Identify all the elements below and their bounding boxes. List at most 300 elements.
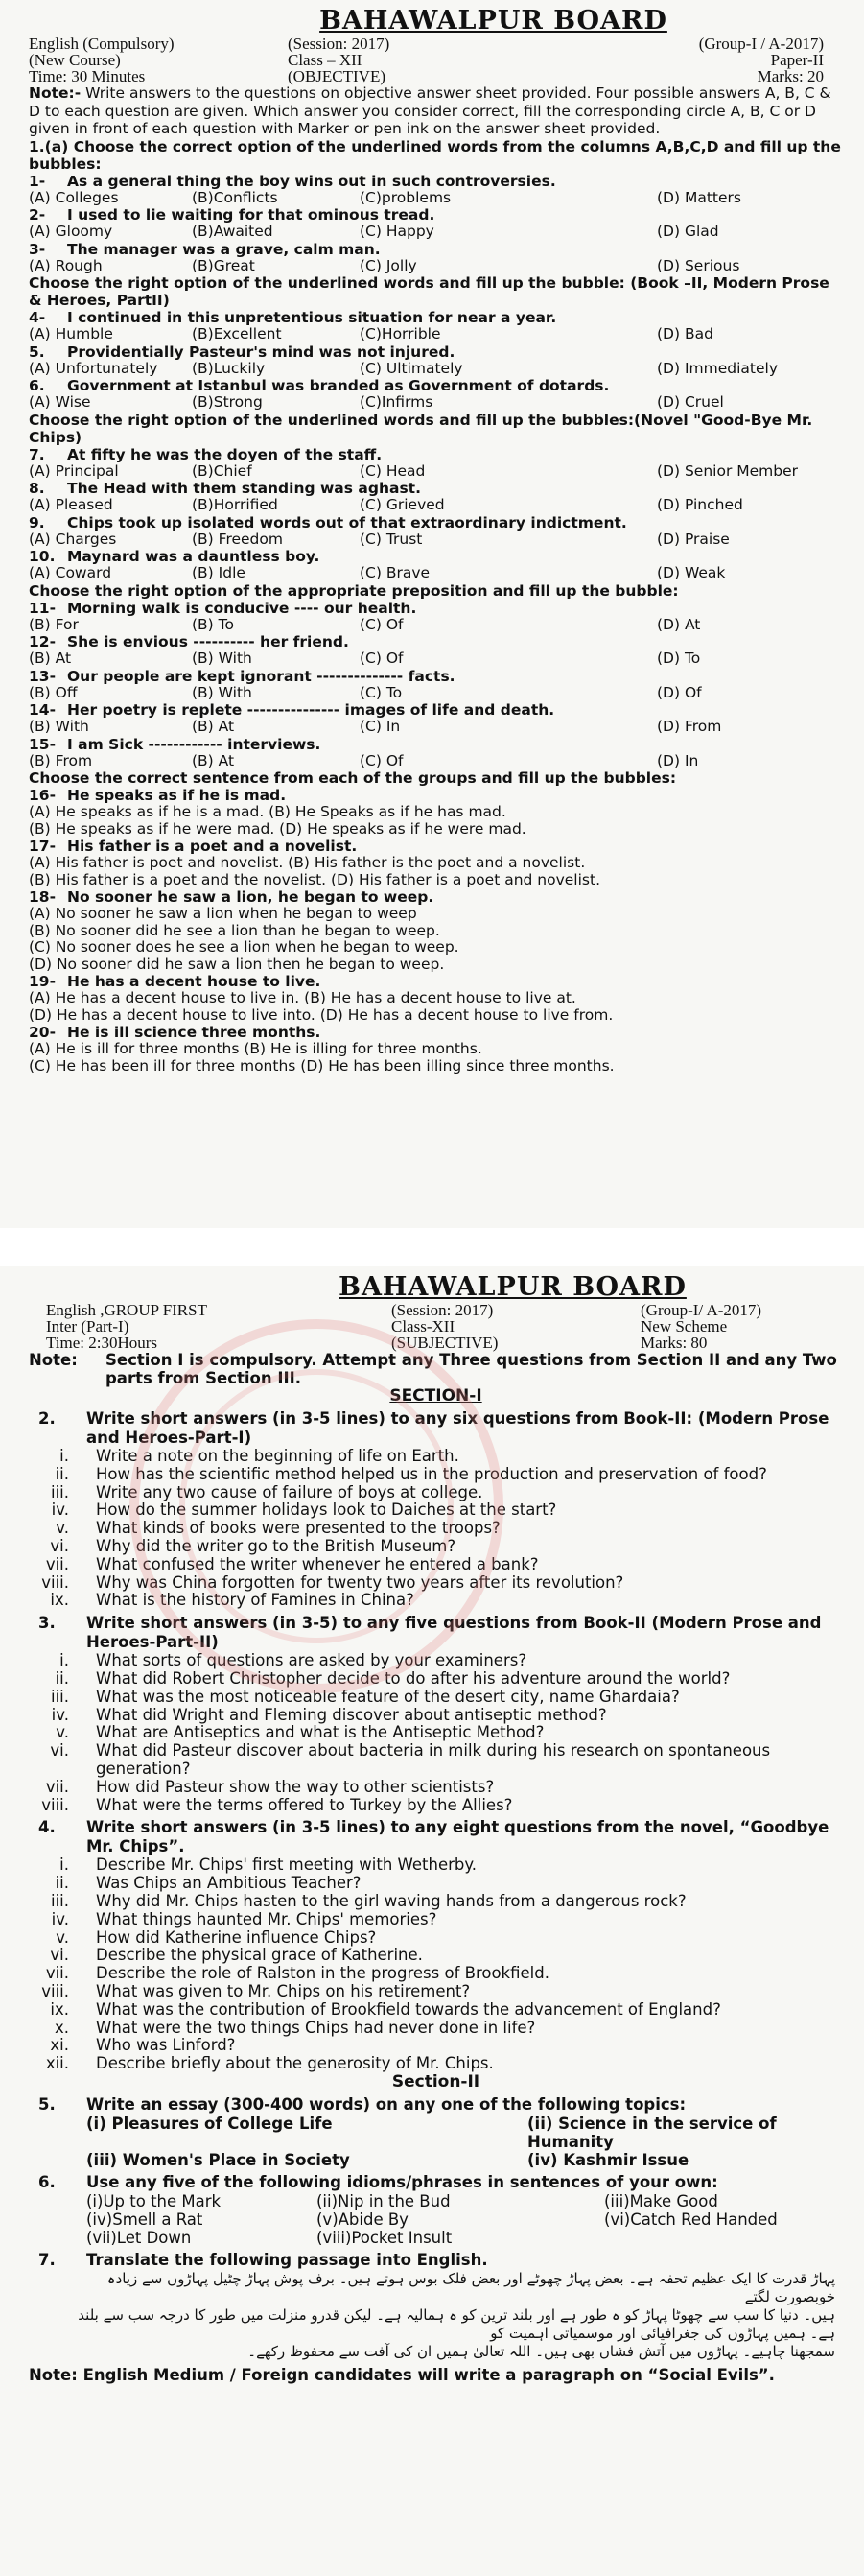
- essay-topic: (ii) Science in the service of Humanity: [527, 2114, 777, 2151]
- item-text: How did Pasteur show the way to other scientists?: [96, 1777, 495, 1796]
- question-text: Morning walk is conducive ---- our health.: [67, 599, 417, 617]
- short-question: [29, 1652, 843, 1670]
- options-row: [29, 497, 843, 514]
- option: (C) Jolly: [360, 256, 417, 274]
- meta-field: (OBJECTIVE): [288, 67, 385, 85]
- idiom: (v)Abide By: [316, 2210, 409, 2229]
- essay-topic: (i) Pleasures of College Life: [86, 2114, 333, 2133]
- question-text: His father is a poet and a novelist.: [67, 838, 358, 855]
- item-text: Was Chips an Ambitious Teacher?: [96, 1874, 362, 1893]
- item-number: x.: [54, 2018, 69, 2037]
- short-question: [29, 1779, 843, 1797]
- question-4: [29, 1818, 843, 2073]
- options-row: [29, 361, 843, 378]
- meta-field: (Session: 2017): [391, 1301, 494, 1319]
- meta-field: (SUBJECTIVE): [391, 1334, 499, 1352]
- option: (D) To: [657, 650, 701, 667]
- option: (D) Senior Member: [657, 461, 799, 480]
- option: (D) Serious: [657, 256, 740, 274]
- short-question: [29, 1893, 843, 1911]
- meta-field: (Group-I/ A-2017): [641, 1301, 762, 1319]
- meta-field: Time: 30 Minutes: [29, 67, 146, 85]
- item-text: How has the scientific method helped us in the production and preservation of food?: [96, 1464, 767, 1483]
- essay-topic: (iii) Women's Place in Society: [86, 2150, 350, 2169]
- short-question: [29, 1742, 843, 1779]
- option: (C) Of: [360, 751, 404, 769]
- item-text: Why did Mr. Chips hasten to the girl waving hands from a dangerous rock?: [96, 1891, 687, 1910]
- options-row: [29, 685, 843, 702]
- options-row: [29, 719, 843, 736]
- item-number: i.: [59, 1855, 69, 1875]
- meta-field: English ,GROUP FIRST: [46, 1301, 207, 1319]
- question-stem: [29, 736, 843, 753]
- options-row: [29, 650, 843, 668]
- idiom: (ii)Nip in the Bud: [316, 2191, 451, 2210]
- question-number: 15-: [29, 735, 57, 753]
- item-number: i.: [59, 1447, 69, 1465]
- option: (B)Great: [192, 256, 255, 274]
- mcq-sections: [29, 138, 843, 770]
- question-text: He speaks as if he is mad.: [67, 787, 287, 804]
- short-question: [29, 1707, 843, 1725]
- options-row: [29, 394, 843, 412]
- short-question: [29, 1929, 843, 1948]
- item-text: What did Wright and Fleming discover about antiseptic method?: [96, 1705, 607, 1724]
- short-question: [29, 1574, 843, 1593]
- question-text: I continued in this unpretentious situation for near a year.: [67, 309, 557, 326]
- item-number: iii.: [51, 1687, 69, 1706]
- meta-field: Class-XII: [391, 1317, 455, 1335]
- item-text: What are Antiseptics and what is the Antiseptic Method?: [96, 1723, 545, 1742]
- options-row: [29, 326, 843, 343]
- option: (B)Awaited: [192, 223, 273, 240]
- question-text: Write short answers (in 3-5 lines) to any eight questions from the novel, “Goodbye Mr. Chips”.: [86, 1818, 829, 1856]
- short-question: [29, 1538, 843, 1556]
- option: (C) Ultimately: [360, 359, 463, 377]
- option: (D) At: [657, 615, 701, 633]
- question-number: 4-: [29, 309, 46, 326]
- item-text: What was given to Mr. Chips on his retirement?: [96, 1981, 471, 2000]
- question-number: 3.: [38, 1614, 56, 1633]
- item-number: v.: [56, 1927, 69, 1947]
- item-number: iv.: [51, 1705, 69, 1724]
- options-row: [29, 753, 843, 770]
- item-number: i.: [59, 1651, 69, 1670]
- option: (A) Coward: [29, 564, 112, 581]
- option-line: (B) His father is a poet and the novelist. (D) His father is a poet and novelist.: [29, 870, 601, 888]
- option: (A) Rough: [29, 256, 103, 274]
- question-number: 8.: [29, 480, 45, 497]
- subjective-paper: [0, 1266, 864, 2576]
- item-text: Describe the physical grace of Katherine.: [96, 1946, 423, 1965]
- item-number: viii.: [41, 1795, 69, 1814]
- option: (D) Weak: [657, 564, 726, 581]
- short-question: [29, 1484, 843, 1502]
- option-line: (A) He is ill for three months (B) He is illing for three months.: [29, 1040, 482, 1057]
- option: (C) Happy: [360, 223, 434, 240]
- option: (A) Pleased: [29, 496, 113, 513]
- item-text: Describe the role of Ralston in the progress of Brookfield.: [96, 1964, 549, 1983]
- options-row: [29, 617, 843, 634]
- question-stem: [29, 206, 843, 224]
- item-text: Why was China forgotten for twenty two years after its revolution?: [96, 1572, 624, 1592]
- question-text: No sooner he saw a lion, he began to weep.: [67, 888, 434, 906]
- item-number: ii.: [55, 1464, 69, 1483]
- option: (C)problems: [360, 188, 452, 206]
- short-question: [29, 1724, 843, 1742]
- item-text: Describe briefly about the generosity of Mr. Chips.: [96, 2054, 494, 2073]
- question-text: Our people are kept ignorant -------------- facts.: [67, 667, 455, 685]
- section-heading: Section-II: [391, 2071, 480, 2092]
- question-stem: [29, 1818, 843, 1856]
- short-question: [29, 1501, 843, 1520]
- option: (A) Wise: [29, 393, 91, 411]
- option: (C) Of: [360, 615, 404, 633]
- question-stem: [29, 343, 843, 361]
- option-line: (A) He has a decent house to live in. (B) He has a decent house to live at.: [29, 989, 576, 1006]
- question-number: 3-: [29, 240, 46, 258]
- option: (B) For: [29, 615, 79, 633]
- short-question: [29, 1670, 843, 1689]
- question-text: Write short answers (in 3-5) to any five questions from Book-II (Modern Prose and Heroes-Part-II): [86, 1614, 822, 1652]
- option-line: (C) He has been ill for three months (D) He has been illing since three months.: [29, 1056, 615, 1075]
- option: (A) Principal: [29, 461, 119, 480]
- meta-field: Class – XII: [288, 51, 362, 69]
- option: (D) In: [657, 751, 699, 769]
- item-text: What did Pasteur discover about bacteria in milk during his research on spontaneous generation?: [96, 1741, 771, 1778]
- short-question: [29, 1875, 843, 1893]
- item-number: viii.: [41, 1981, 69, 2000]
- question-6: 6. Use any five of the following idioms/phrases in sentences of your own:: [38, 2172, 718, 2191]
- item-number: xi.: [50, 2036, 69, 2055]
- option-line: (D) He has a decent house to live into. (D) He has a decent house to live from.: [29, 1005, 614, 1024]
- question-stem: [29, 241, 843, 258]
- short-question: [29, 1797, 843, 1815]
- option: (C) Grieved: [360, 496, 445, 513]
- board-title: BAHAWALPUR BOARD: [319, 6, 667, 35]
- question-number: 17-: [29, 838, 57, 855]
- meta-field: Time: 2:30Hours: [46, 1334, 158, 1352]
- idiom: (viii)Pocket Insult: [316, 2228, 453, 2247]
- meta-field: Marks: 20: [757, 67, 824, 85]
- urdu-line: سمجھنا چاہیے۔ پہاڑوں میں آتش فشاں بھی ہیں۔ اللہ تعالیٰ ہمیں ان کی آفت سے محفوظ رکھے۔: [247, 2342, 835, 2360]
- meta-field: New Scheme: [641, 1317, 728, 1335]
- short-question: [29, 2020, 843, 2038]
- item-text: Why did the writer go to the British Museum?: [96, 1536, 456, 1555]
- question-stem: [29, 309, 843, 326]
- question-number: 2-: [29, 206, 46, 224]
- question-text: I am Sick ------------ interviews.: [67, 735, 321, 753]
- essay-topics: [29, 2115, 843, 2169]
- option: (B) At: [192, 718, 235, 735]
- item-text: What things haunted Mr. Chips' memories?: [96, 1909, 437, 1928]
- option: (B)Strong: [192, 393, 263, 411]
- option: (A) Charges: [29, 530, 117, 548]
- question-number: 18-: [29, 888, 57, 906]
- item-text: What were the two things Chips had never done in life?: [96, 2018, 536, 2037]
- question-2: [29, 1409, 843, 1610]
- item-text: What was the contribution of Brookfield towards the advancement of England?: [96, 1999, 721, 2019]
- question-number: 7.: [29, 445, 45, 463]
- section-instruction: Choose the right option of the underlined words and fill up the bubble: (Book –II, Modern Prose & Heroes, PartII): [29, 274, 829, 309]
- question-stem: [29, 787, 843, 804]
- question-text: Government at Istanbul was branded as Government of dotards.: [67, 377, 610, 394]
- option-line: (A) His father is poet and novelist. (B) His father is the poet and a novelist.: [29, 854, 586, 871]
- question-text: At fifty he was the doyen of the staff.: [67, 445, 383, 463]
- short-question: [29, 1448, 843, 1466]
- short-question: [29, 1592, 843, 1610]
- question-stem: [29, 173, 843, 190]
- option-line: (A) No sooner he saw a lion when he began to weep: [29, 905, 417, 922]
- options-row: [29, 463, 843, 481]
- option: (C) Trust: [360, 530, 423, 548]
- item-number: vi.: [50, 1946, 69, 1965]
- sentence-instruction: Choose the correct sentence from each of the groups and fill up the bubbles:: [29, 769, 677, 787]
- question-text: Her poetry is replete --------------- images of life and death.: [67, 701, 555, 719]
- question-stem: [29, 633, 843, 650]
- urdu-passage: [29, 2270, 843, 2361]
- option: (C) In: [360, 718, 401, 735]
- option-line: (A) He speaks as if he is a mad. (B) He Speaks as if he has mad.: [29, 803, 506, 820]
- short-question: [29, 1965, 843, 1983]
- short-question: [29, 1911, 843, 1929]
- item-number: vi.: [50, 1741, 69, 1761]
- question-stem: [29, 548, 843, 565]
- item-text: How do the summer holidays look to Daiches at the start?: [96, 1501, 557, 1520]
- item-number: vii.: [45, 1964, 69, 1983]
- question-stem: [29, 838, 843, 855]
- option: (B)Excellent: [192, 325, 282, 343]
- idiom: (vii)Let Down: [86, 2228, 192, 2247]
- question-text: As a general thing the boy wins out in such controversies.: [67, 172, 556, 190]
- urdu-line: پہاڑ قدرت کا ایک عظیم تحفہ ہے۔ بعض پہاڑ چھوٹے اور بعض فلک بوس ہوتے ہیں۔ برف پوش پہاڑ چٹیل پہاڑوں سے زیادہ خوبصورت لگتے: [106, 2269, 835, 2305]
- question-number: 16-: [29, 787, 57, 804]
- item-text: What sorts of questions are asked by your examiners?: [96, 1651, 527, 1670]
- item-text: What is the history of Famines in China?: [96, 1591, 414, 1610]
- item-number: viii.: [41, 1572, 69, 1592]
- item-number: iii.: [51, 1891, 69, 1910]
- question-7: 7. Translate the following passage into English.: [38, 2250, 488, 2269]
- option: (A) Colleges: [29, 188, 119, 206]
- question-text: The Head with them standing was aghast.: [67, 480, 421, 497]
- option: (C) Brave: [360, 564, 431, 581]
- option: (D) Matters: [657, 188, 741, 206]
- question-number: 4.: [38, 1818, 56, 1837]
- question-text: I used to lie waiting for that ominous tread.: [67, 206, 435, 224]
- options-row: [29, 190, 843, 207]
- question-text: Chips took up isolated words out of that extraordinary indictment.: [67, 513, 627, 532]
- meta-field: Paper-II: [770, 51, 824, 69]
- question-number: 10.: [29, 548, 56, 565]
- board-title: BAHAWALPUR BOARD: [339, 1272, 687, 1302]
- option: (C) To: [360, 683, 403, 701]
- option-line: (D) No sooner did he saw a lion then he began to weep.: [29, 955, 445, 973]
- item-number: vii.: [45, 1554, 69, 1573]
- options-row: [29, 224, 843, 241]
- item-number: ix.: [50, 1591, 69, 1610]
- question-stem: [29, 973, 843, 990]
- question-stem: [29, 446, 843, 463]
- option: (D) Cruel: [657, 393, 724, 411]
- option: (C)Infirms: [360, 393, 433, 411]
- question-number: 12-: [29, 633, 57, 650]
- options-row: [29, 258, 843, 275]
- sentence-questions: [29, 787, 843, 1075]
- option: (C) Of: [360, 650, 404, 667]
- option: (D) Bad: [657, 325, 713, 343]
- question-stem: [29, 600, 843, 617]
- section-heading: SECTION-I: [389, 1386, 482, 1406]
- item-text: Describe Mr. Chips' first meeting with Wetherby.: [96, 1855, 478, 1875]
- option: (B) With: [192, 683, 252, 701]
- option: (C)Horrible: [360, 325, 441, 343]
- option: (D) Glad: [657, 223, 719, 240]
- item-text: What were the terms offered to Turkey by the Allies?: [96, 1795, 513, 1814]
- option: (B) With: [29, 718, 89, 735]
- item-number: ii.: [55, 1668, 69, 1688]
- option: (A) Unfortunately: [29, 359, 158, 377]
- meta-field: English (Compulsory): [29, 35, 175, 53]
- idiom: (vi)Catch Red Handed: [604, 2210, 778, 2229]
- paper-meta: [29, 1302, 843, 1351]
- urdu-line: ہیں۔ دنیا کا سب سے چھوٹا پہاڑ کو ہ طور ہے اور بلند ترین کو ہ ہمالیہ ہے۔ لیکن قدرو منزلت میں طور کا درجہ سب سے بلند ہے۔ ہمیں پہاڑوں کی جغرافیائی اور موسمیاتی اہمیت کو: [78, 2305, 835, 2342]
- question-stem: [29, 1409, 843, 1448]
- question-number: 14-: [29, 701, 57, 719]
- question-text: Providentially Pasteur's mind was not injured.: [67, 343, 455, 361]
- section-instruction: 1.(a) Choose the correct option of the underlined words from the columns A,B,C,D and fill up the bubbles:: [29, 137, 841, 173]
- item-text: What kinds of books were presented to the troops?: [96, 1519, 501, 1538]
- item-number: ix.: [50, 1999, 69, 2019]
- option: (B) With: [192, 650, 252, 667]
- item-number: vi.: [50, 1536, 69, 1555]
- question-number: 1-: [29, 172, 46, 190]
- question-stem: [29, 377, 843, 394]
- option: (B)Luckily: [192, 359, 266, 377]
- item-text: What did Robert Christopher decide to do after his adventure around the world?: [96, 1668, 731, 1688]
- question-number: 20-: [29, 1024, 57, 1041]
- page-gap: [0, 1228, 864, 1266]
- question-text: Write short answers (in 3-5 lines) to any six questions from Book-II: (Modern Prose and Heroes-Part-I): [86, 1409, 829, 1447]
- options-row: [29, 565, 843, 582]
- item-text: Write a note on the beginning of life on Earth.: [96, 1447, 459, 1465]
- question-stem: [29, 668, 843, 685]
- idiom: (i)Up to the Mark: [86, 2191, 222, 2210]
- meta-field: Marks: 80: [641, 1334, 708, 1352]
- final-note: Note: English Medium / Foreign candidates will write a paragraph on “Social Evils”.: [29, 2365, 775, 2384]
- short-question: [29, 1689, 843, 1707]
- item-number: v.: [56, 1723, 69, 1742]
- item-number: vii.: [45, 1777, 69, 1796]
- item-number: iv.: [51, 1501, 69, 1520]
- item-text: How did Katherine influence Chips?: [96, 1927, 377, 1947]
- meta-field: (Session: 2017): [288, 35, 390, 53]
- question-text: He is ill science three months.: [67, 1024, 321, 1041]
- option: (B) At: [192, 751, 235, 769]
- option-line: (B) No sooner did he see a lion than he began to weep.: [29, 921, 440, 939]
- question-number: 2.: [38, 1409, 56, 1428]
- short-question: [29, 2037, 843, 2055]
- option: (B) Idle: [192, 564, 245, 581]
- option: (D) From: [657, 718, 722, 735]
- item-number: xii.: [45, 2054, 69, 2073]
- option: (B)Horrified: [192, 496, 278, 513]
- objective-paper: [0, 0, 864, 1228]
- section-instruction: Choose the right option of the appropriate preposition and fill up the bubble:: [29, 581, 679, 600]
- option: (A) Gloomy: [29, 223, 113, 240]
- item-number: ii.: [55, 1874, 69, 1893]
- option: (B)Chief: [192, 461, 252, 480]
- option-line: (B) He speaks as if he were mad. (D) He speaks as if he were mad.: [29, 819, 526, 838]
- idiom: (iii)Make Good: [604, 2191, 718, 2210]
- option: (C) Head: [360, 461, 426, 480]
- question-number: 13-: [29, 667, 57, 685]
- item-number: iv.: [51, 1909, 69, 1928]
- question-number: 5.: [29, 343, 45, 361]
- question-number: 6.: [29, 377, 45, 394]
- meta-field: (New Course): [29, 51, 121, 69]
- instructions-note: Note: Section I is compulsory. Attempt any Three questions from Section II and any Two parts from Section III.: [29, 1351, 837, 1387]
- item-number: iii.: [51, 1482, 69, 1501]
- item-number: v.: [56, 1519, 69, 1538]
- short-question: [29, 1556, 843, 1574]
- question-text: He has a decent house to live.: [67, 973, 321, 990]
- question-3: [29, 1614, 843, 1814]
- item-text: Who was Linford?: [96, 2036, 236, 2055]
- instructions-note: Note:- Write answers to the questions on objective answer sheet provided. Four possible answers A, B, C & D to each question are given. Which answer you consider correct, fill the corresponding circle A, B, C or D given in front of each question with Marker or pen ink on the answer sheet provided.: [29, 84, 831, 137]
- option: (D) Of: [657, 683, 702, 701]
- option: (B) Off: [29, 683, 78, 701]
- question-stem: [29, 514, 843, 532]
- short-question: [29, 1856, 843, 1875]
- option: (B) To: [192, 615, 234, 633]
- question-stem: [29, 1614, 843, 1652]
- option: (B)Conflicts: [192, 188, 278, 206]
- item-text: What was the most noticeable feature of the desert city, name Ghardaia?: [96, 1687, 680, 1706]
- option: (A) Humble: [29, 325, 113, 343]
- question-number: 19-: [29, 973, 57, 990]
- idioms-list: [29, 2192, 843, 2247]
- question-stem: [29, 480, 843, 497]
- idiom: (iv)Smell a Rat: [86, 2210, 203, 2229]
- essay-topic: (iv) Kashmir Issue: [527, 2150, 689, 2169]
- short-question: [29, 2055, 843, 2073]
- question-5: 5. Write an essay (300-400 words) on any one of the following topics:: [38, 2094, 687, 2114]
- question-number: 9.: [29, 513, 45, 532]
- question-text: She is envious ---------- her friend.: [67, 633, 349, 650]
- options-row: [29, 532, 843, 549]
- section-instruction: Choose the right option of the underlined words and fill up the bubbles:(Novel "Good-Bye Mr. Chips): [29, 411, 813, 446]
- item-text: Write any two cause of failure of boys at college.: [96, 1482, 483, 1501]
- meta-field: Inter (Part-I): [46, 1317, 129, 1335]
- question-stem: [29, 888, 843, 906]
- question-stem: [29, 1024, 843, 1041]
- question-text: The manager was a grave, calm man.: [67, 240, 381, 258]
- option: (D) Praise: [657, 530, 730, 548]
- short-question: [29, 2001, 843, 2020]
- meta-field: (Group-I / A-2017): [698, 35, 824, 53]
- option: (B) At: [29, 650, 72, 667]
- question-stem: [29, 701, 843, 719]
- question-text: Maynard was a dauntless boy.: [67, 548, 320, 565]
- short-question: [29, 1983, 843, 2001]
- option-line: (C) No sooner does he see a lion when he began to weep.: [29, 938, 459, 956]
- short-question: [29, 1520, 843, 1538]
- short-question: [29, 1466, 843, 1484]
- option: (D) Pinched: [657, 496, 743, 513]
- idiom: [604, 2229, 843, 2247]
- paper-meta: [29, 35, 843, 84]
- short-question: [29, 1947, 843, 1965]
